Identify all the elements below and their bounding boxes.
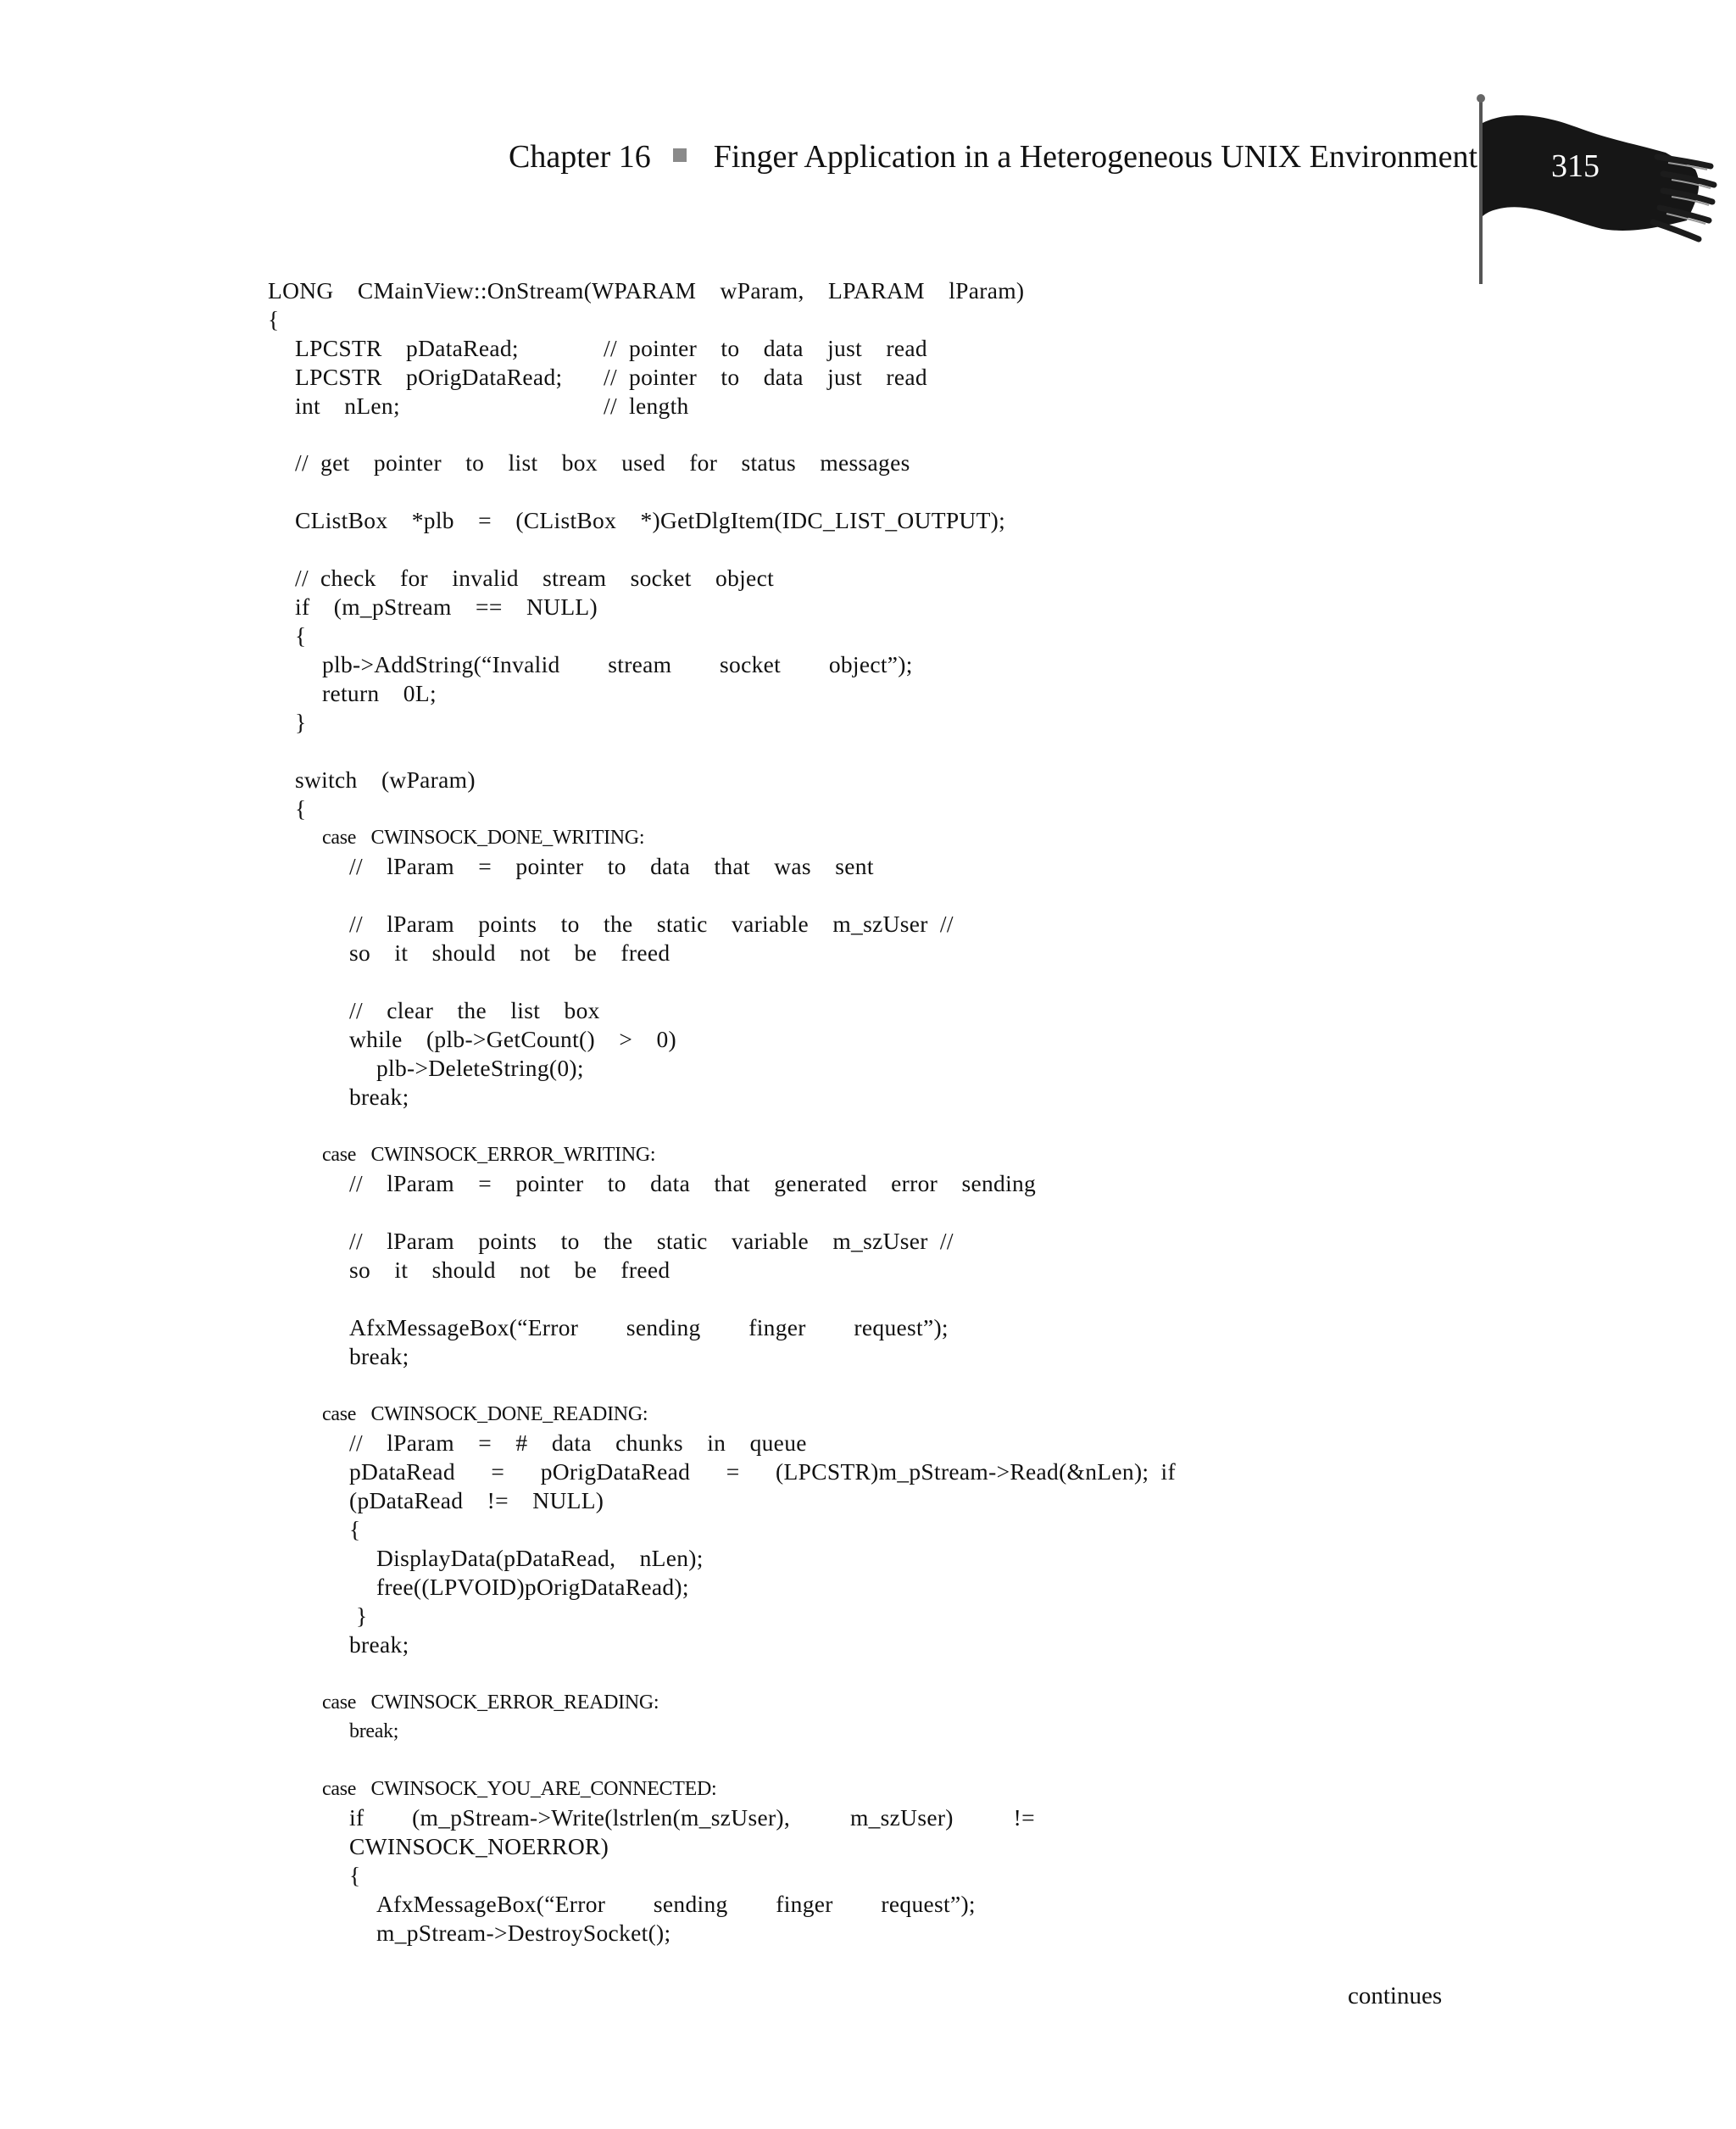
code-line: so it should not be freed — [349, 1257, 670, 1283]
chapter-label: Chapter 16 — [509, 139, 651, 175]
code-line: if (m_pStream == NULL) — [295, 594, 598, 620]
code-line: AfxMessageBox(“Error sending finger request”); — [349, 1314, 949, 1340]
code-line: // lParam = # data chunks in queue — [349, 1430, 807, 1456]
code-line: if (m_pStream->Write(lstrlen(m_szUser), m_szUser) != — [349, 1804, 1035, 1831]
code-line: { — [349, 1516, 361, 1542]
case-label: case CWINSOCK_DONE_WRITING: — [322, 827, 645, 849]
code-line: } — [295, 709, 307, 735]
flag-pole-top — [1477, 94, 1485, 103]
code-line: // lParam points to the static variable m_szUser // — [349, 911, 954, 937]
code-line: return 0L; — [322, 680, 437, 706]
code-line: break; — [349, 1343, 409, 1369]
code-line: CWINSOCK_NOERROR) — [349, 1833, 609, 1859]
code-line: // lParam points to the static variable m_szUser // — [349, 1228, 954, 1254]
code-line: m_pStream->DestroySocket(); — [376, 1920, 671, 1946]
flag-emblem-icon — [1441, 93, 1721, 297]
code-line: DisplayData(pDataRead, nLen); — [376, 1545, 704, 1571]
code-line: int nLen; — [295, 393, 400, 419]
code-line: // lParam = pointer to data that generated error sending — [349, 1170, 1037, 1196]
code-comment: // length — [604, 393, 689, 419]
code-comment: // pointer to data just read — [604, 335, 927, 361]
code-line: plb->AddString(“Invalid stream socket object”); — [322, 651, 913, 677]
code-line: { — [295, 795, 307, 822]
code-line: break; — [349, 1631, 409, 1658]
code-line: // get pointer to list box used for status messages — [295, 449, 910, 476]
code-line: // clear the list box — [349, 997, 600, 1023]
code-line: switch (wParam) — [295, 766, 476, 793]
case-label: case CWINSOCK_DONE_READING: — [322, 1403, 648, 1425]
code-line: LPCSTR pOrigDataRead; — [295, 364, 563, 390]
code-line: CListBox *plb = (CListBox *)GetDlgItem(IDC_LIST_OUTPUT); — [295, 507, 1006, 533]
code-line: // check for invalid stream socket object — [295, 565, 775, 591]
code-line: { — [349, 1862, 361, 1888]
code-line: plb->DeleteString(0); — [376, 1055, 584, 1081]
code-line: // lParam = pointer to data that was sent — [349, 853, 874, 879]
code-line: free((LPVOID)pOrigDataRead); — [376, 1574, 689, 1600]
case-label: case CWINSOCK_YOU_ARE_CONNECTED: — [322, 1778, 717, 1800]
code-line: while (plb->GetCount() > 0) — [349, 1026, 676, 1052]
code-line: { — [295, 622, 307, 649]
code-line: } — [356, 1602, 368, 1629]
code-line: LONG CMainView::OnStream(WPARAM wParam, LPARAM lParam) — [268, 277, 1025, 304]
code-line: break; — [349, 1720, 399, 1742]
case-label: case CWINSOCK_ERROR_READING: — [322, 1691, 659, 1714]
code-line: break; — [349, 1084, 409, 1110]
code-line: (pDataRead != NULL) — [349, 1487, 604, 1513]
chapter-title: Finger Application in a Heterogeneous UNIX Environment — [713, 139, 1478, 175]
code-line: pDataRead = pOrigDataRead = (LPCSTR)m_pStream->Read(&nLen); if — [349, 1458, 1176, 1485]
code-line: so it should not be freed — [349, 939, 670, 966]
continues-label: continues — [1348, 1982, 1443, 2009]
case-label: case CWINSOCK_ERROR_WRITING: — [322, 1144, 656, 1166]
code-line: { — [268, 306, 280, 332]
code-line: AfxMessageBox(“Error sending finger request”); — [376, 1891, 976, 1917]
page-number: 315 — [1551, 148, 1600, 184]
code-comment: // pointer to data just read — [604, 364, 927, 390]
code-line: LPCSTR pDataRead; — [295, 335, 519, 361]
